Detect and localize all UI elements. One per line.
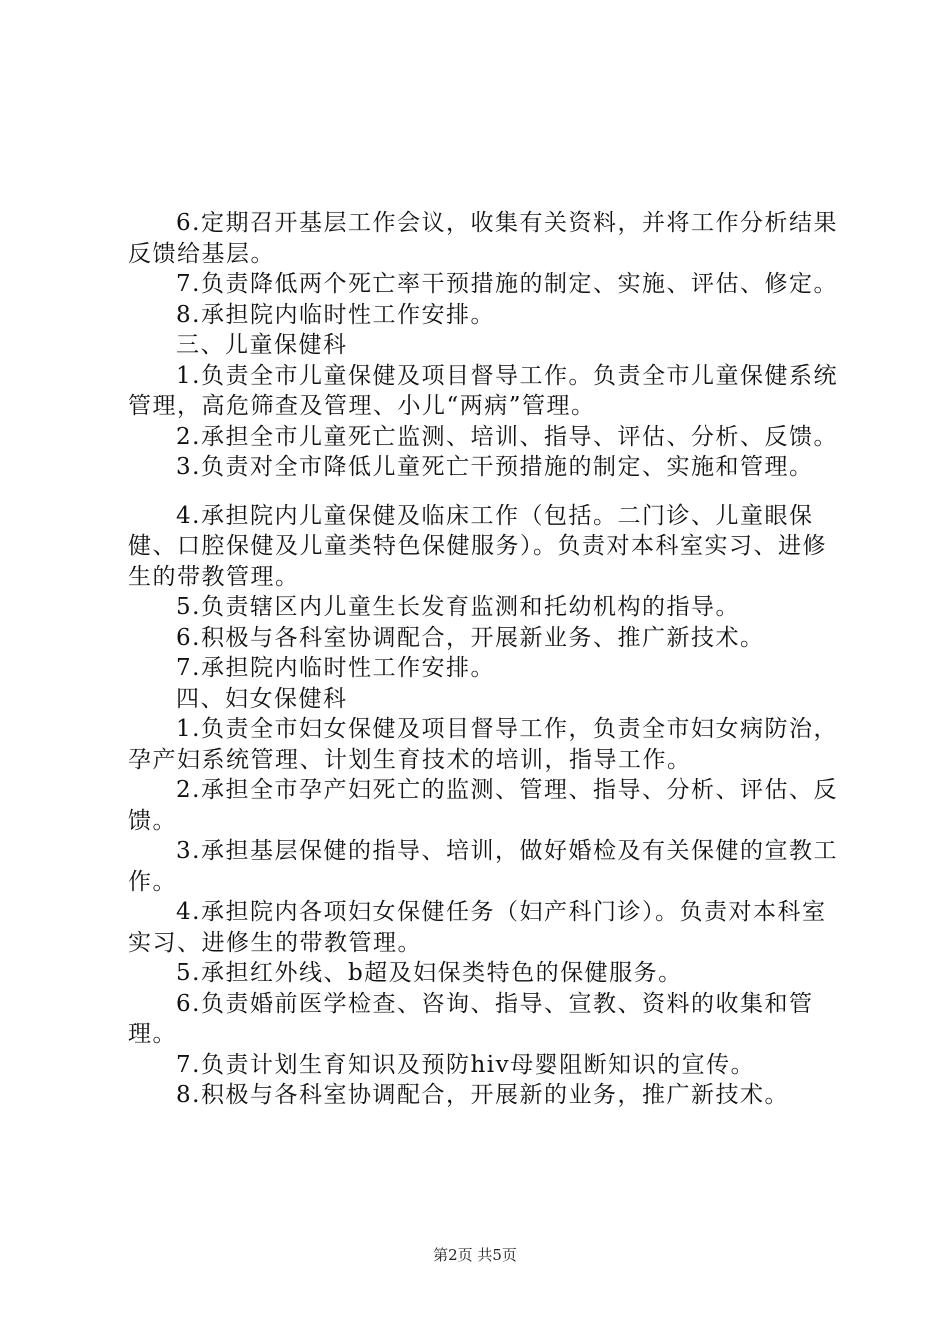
paragraph: 6.积极与各科室协调配合，开展新业务、推广新技术。 xyxy=(176,624,765,651)
paragraph: 6.负责婚前医学检查、咨询、指导、宣教、资料的收集和管理。 xyxy=(128,990,814,1047)
paragraph: 1.负责全市妇女保健及项目督导工作，负责全市妇女病防治，孕产妇系统管理、计划生育技术的培训，指导工作。 xyxy=(128,716,838,773)
section-heading-child-health: 三、儿童保健科 xyxy=(176,332,348,358)
paragraph: 4.承担院内儿童保健及临床工作（包括。二门诊、儿童眼保健、口腔保健及儿童类特色保健服务）。负责对本科室实习、进修生的带教管理。 xyxy=(128,502,827,590)
paragraph: 7.承担院内临时性工作安排。 xyxy=(176,655,495,681)
paragraph: 4.承担院内各项妇女保健任务（妇产科门诊）。负责对本科室实习、进修生的带教管理。 xyxy=(128,899,827,956)
paragraph: 2.承担全市儿童死亡监测、培训、指导、评估、分析、反馈。 xyxy=(176,423,838,450)
page-footer: 第2页 共5页 xyxy=(433,1246,517,1264)
paragraph: 6.定期召开基层工作会议，收集有关资料，并将工作分析结果反馈给基层。 xyxy=(128,210,838,267)
body-text xyxy=(128,208,848,1111)
paragraph: 7.负责降低两个死亡率干预措施的制定、实施、评估、修定。 xyxy=(176,271,838,297)
paragraph: 8.承担院内临时性工作安排。 xyxy=(176,301,495,328)
paragraph: 5.承担红外线、b超及妇保类特色的保健服务。 xyxy=(176,960,683,986)
paragraph: 8.积极与各科室协调配合，开展新的业务，推广新技术。 xyxy=(176,1082,789,1108)
paragraph: 1.负责全市儿童保健及项目督导工作。负责全市儿童保健系统管理，高危筛查及管理、小儿“两病”管理。 xyxy=(128,362,838,419)
paragraph: 3.负责对全市降低儿童死亡干预措施的制定、实施和管理。 xyxy=(176,454,814,480)
paragraph: 7.负责计划生育知识及预防hiv母婴阻断知识的宣传。 xyxy=(176,1051,756,1078)
section-heading-women-health: 四、妇女保健科 xyxy=(176,685,348,712)
paragraph: 2.承担全市孕产妇死亡的监测、管理、指导、分析、评估、反馈。 xyxy=(128,777,838,834)
paragraph: 3.承担基层保健的指导、培训，做好婚检及有关保健的宣教工作。 xyxy=(128,838,838,895)
paragraph: 5.负责辖区内儿童生长发育监测和托幼机构的指导。 xyxy=(176,594,740,620)
